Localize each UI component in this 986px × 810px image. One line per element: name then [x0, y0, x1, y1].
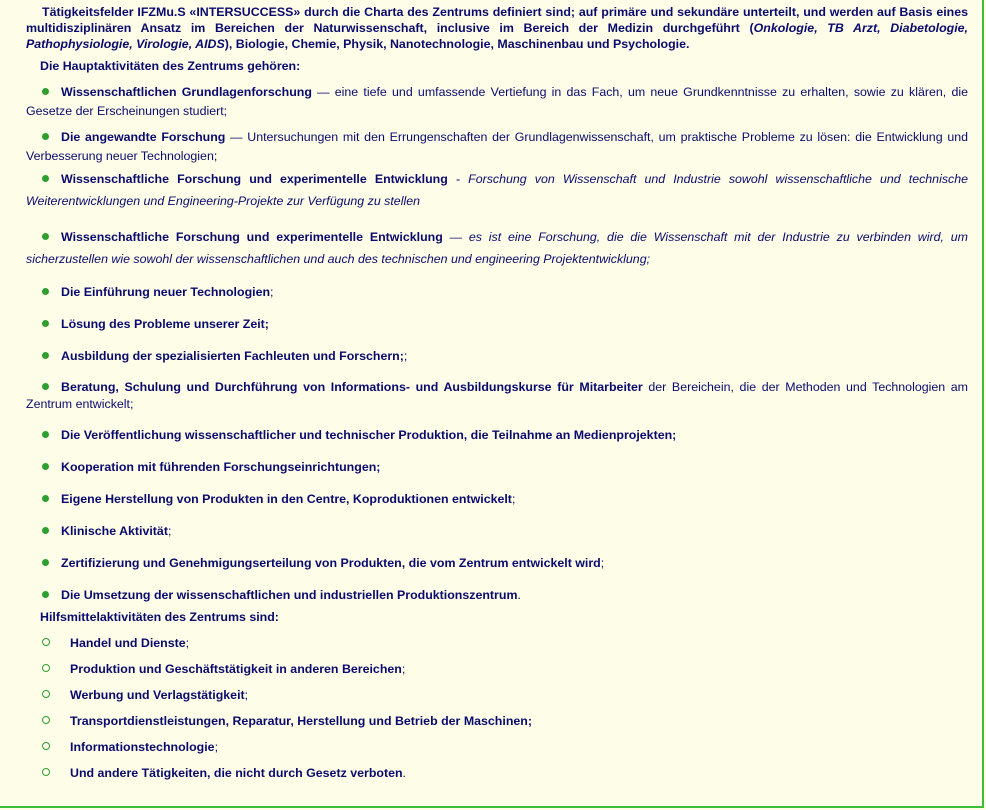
- sub-list-item-text: ;: [185, 636, 190, 650]
- list-item-title: Beratung, Schulung und Durchführung von Informations- und Ausbildungskurse für Mitarbeiter: [61, 380, 643, 394]
- list-item: [26, 522, 968, 541]
- content-area: [26, 4, 968, 783]
- list-item-title: Eigene Herstellung von Produkten in den Centre, Koproduktionen entwickelt: [61, 492, 512, 506]
- sub-list-item: [26, 712, 968, 731]
- bullet-icon: [42, 559, 49, 566]
- circle-bullet-icon: [42, 664, 50, 672]
- bullet-icon: [42, 495, 49, 502]
- list-item-text: — eine tiefe und umfassende Vertiefung in das Fach, um neue Grundkenntnisse zu erhalten, sowie zu klären, die Gesetze der Erscheinungen studiert;: [26, 85, 968, 118]
- list-item: [26, 347, 968, 366]
- sub-list-item: [26, 738, 968, 757]
- list-item-title: Zertifizierung und Genehmigungserteilung von Produkten, die vom Zentrum entwickelt wird: [61, 556, 601, 570]
- list-item-text: ;: [167, 524, 172, 538]
- list-item-title: Die Einführung neuer Technologien: [61, 285, 271, 299]
- sub-list-item-title: Transportdienstleistungen, Reparatur, Herstellung und Betrieb der Maschinen;: [70, 714, 532, 728]
- circle-bullet-icon: [42, 638, 50, 646]
- sub-list-item-title: Produktion und Geschäftstätigkeit in anderen Bereichen: [70, 662, 402, 676]
- list-item: [26, 283, 968, 302]
- sub-list-item: [26, 634, 968, 653]
- bullet-icon: [42, 320, 49, 327]
- bullet-icon: [42, 463, 49, 470]
- auxiliary-activities-heading: Hilfsmittelaktivitäten des Zentrums sind:: [40, 610, 279, 624]
- list-item: [26, 458, 968, 477]
- list-item-title: Lösung des Probleme unserer Zeit;: [61, 317, 269, 331]
- sub-list-item-title: Werbung und Verlagstätigkeit: [70, 688, 245, 702]
- list-item-title: Ausbildung der spezialisierten Fachleuten und Forschern;: [61, 349, 404, 363]
- bullet-icon: [42, 352, 49, 359]
- bullet-icon: [42, 133, 49, 140]
- bullet-icon: [42, 88, 49, 95]
- circle-bullet-icon: [42, 690, 50, 698]
- sub-list-item-text: .: [402, 766, 406, 780]
- list-item-title: Die Umsetzung der wissenschaftlichen und industriellen Produktionszentrum: [61, 588, 518, 602]
- bullet-icon: [42, 431, 49, 438]
- list-item: [26, 586, 968, 605]
- list-item-title: Kooperation mit führenden Forschungseinrichtungen;: [61, 460, 381, 474]
- list-item-text: der Bereichein, die der Methoden und Technologien am Zentrum entwickelt;: [26, 380, 969, 411]
- list-item-text: — Untersuchungen mit den Errungenschaften der Grundlagenwissenschaft, um praktische Probleme zu lösen: die Entwicklung und Verbesserung neuer Technologien;: [26, 130, 968, 163]
- list-item: [26, 490, 968, 509]
- intro-text-end: ), Biologie, Chemie, Physik, Nanotechnologie, Maschinenbau und Psychologie.: [224, 37, 690, 51]
- list-item-title: Wissenschaftlichen Grundlagenforschung: [61, 85, 312, 99]
- list-item: [26, 83, 968, 121]
- intro-italic-text: Onkologie, TB Arzt, Diabetologie, Pathophysiologie, Virologie, AIDS: [26, 21, 969, 51]
- sub-list-item: [26, 660, 968, 679]
- bullet-icon: [42, 591, 49, 598]
- list-item-text: — es ist eine Forschung, die die Wissenschaft mit der Industrie zu verbinden wird, um sicherzustellen wie sowohl der wissenschaftlichen und auch des technischen und engineering Projektentwicklung;: [26, 230, 968, 266]
- circle-bullet-icon: [42, 742, 50, 750]
- list-item: [26, 226, 968, 270]
- sub-list-item: [26, 686, 968, 705]
- list-item-text: ;: [600, 556, 605, 570]
- bullet-icon: [42, 233, 49, 240]
- bullet-icon: [42, 383, 49, 390]
- main-activities-heading: Die Hauptaktivitäten des Zentrums gehören:: [40, 59, 301, 73]
- circle-bullet-icon: [42, 768, 50, 776]
- list-item-title: Die Veröffentlichung wissenschaftlicher und technischer Produktion, die Teilnahme an Medienprojekten;: [61, 428, 677, 442]
- list-item-text: .: [517, 588, 521, 602]
- list-item: [26, 554, 968, 573]
- sub-list-item-text: ;: [214, 740, 219, 754]
- sub-list-item-text: ;: [401, 662, 406, 676]
- list-item-text: - Forschung von Wissenschaft und Industrie sowohl wissenschaftliche und technische Weiterentwicklungen und Engineering-Projekte zur Verfügung zu stellen: [26, 172, 968, 208]
- sub-list-item: [26, 764, 968, 783]
- list-item-text: ;: [270, 285, 274, 299]
- list-item-title: Wissenschaftliche Forschung und experimentelle Entwicklung: [61, 172, 448, 186]
- list-item: [26, 168, 968, 212]
- bullet-icon: [42, 175, 49, 182]
- list-item-text: ;: [403, 349, 408, 363]
- bullet-icon: [42, 288, 49, 295]
- list-item-text: ;: [511, 492, 516, 506]
- list-item: [26, 315, 968, 334]
- sub-list-item-title: Handel und Dienste: [70, 636, 186, 650]
- sub-list-item-title: Informationstechnologie: [70, 740, 215, 754]
- sub-list-item-text: ;: [244, 688, 249, 702]
- list-item: [26, 379, 968, 413]
- list-item-title: Wissenschaftliche Forschung und experimentelle Entwicklung: [61, 230, 443, 244]
- bullet-icon: [42, 527, 49, 534]
- intro-text: Tätigkeitsfelder IFZMu.S «INTERSUCCESS» durch die Charta des Zentrums definiert sind; auf primäre und sekundäre unterteilt, und werden auf Basis eines multidisziplinären Ansatz im Bereichen der Naturwissenschaft, inclusive im Bereich der Medizin durchgeführt (: [26, 5, 968, 35]
- intro-paragraph: [26, 4, 968, 52]
- list-item: [26, 128, 968, 166]
- circle-bullet-icon: [42, 716, 50, 724]
- list-item: [26, 426, 968, 445]
- list-item-title: Die angewandte Forschung: [61, 130, 226, 144]
- sub-list-item-title: Und andere Tätigkeiten, die nicht durch Gesetz verboten: [70, 766, 403, 780]
- list-item-title: Klinische Aktivität: [61, 524, 168, 538]
